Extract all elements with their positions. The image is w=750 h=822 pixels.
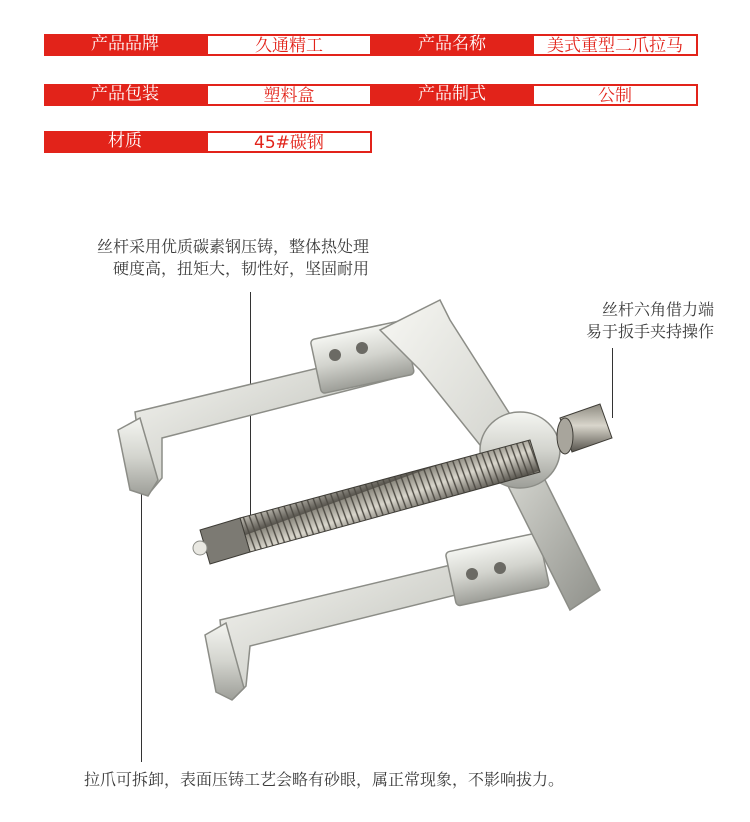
lower-jaw — [205, 533, 550, 700]
gear-puller-image — [100, 290, 660, 750]
spec-label-packaging: 产品包装 — [44, 84, 206, 106]
screw-rod-note-line2: 硬度高，扭矩大，韧性好，坚固耐用 — [112, 259, 369, 278]
spec-label-brand: 产品品牌 — [44, 34, 206, 56]
hex-drive-end — [557, 404, 612, 454]
hex-end-note-line2: 易于扳手夹持操作 — [585, 322, 714, 341]
spec-label-product-name: 产品名称 — [372, 34, 532, 56]
upper-jaw — [118, 320, 415, 496]
hex-end-note-line1: 丝杆六角借力端 — [601, 300, 714, 319]
spec-value-standard: 公制 — [532, 84, 698, 106]
bottom-note: 拉爪可拆卸，表面压铸工艺会略有砂眼，属正常现象，不影响拔力。 — [84, 770, 565, 789]
spec-value-brand: 久通精工 — [206, 34, 372, 56]
screw-rod-note-line1: 丝杆采用优质碳素钢压铸，整体热处理 — [96, 237, 369, 256]
screw-rod-note — [97, 236, 369, 280]
spec-label-material: 材质 — [44, 131, 206, 153]
spec-label-standard: 产品制式 — [372, 84, 532, 106]
spec-value-material: 45#碳钢 — [206, 131, 372, 153]
spec-value-product-name: 美式重型二爪拉马 — [532, 34, 698, 56]
spec-value-packaging: 塑料盒 — [206, 84, 372, 106]
spec-table — [0, 0, 750, 160]
